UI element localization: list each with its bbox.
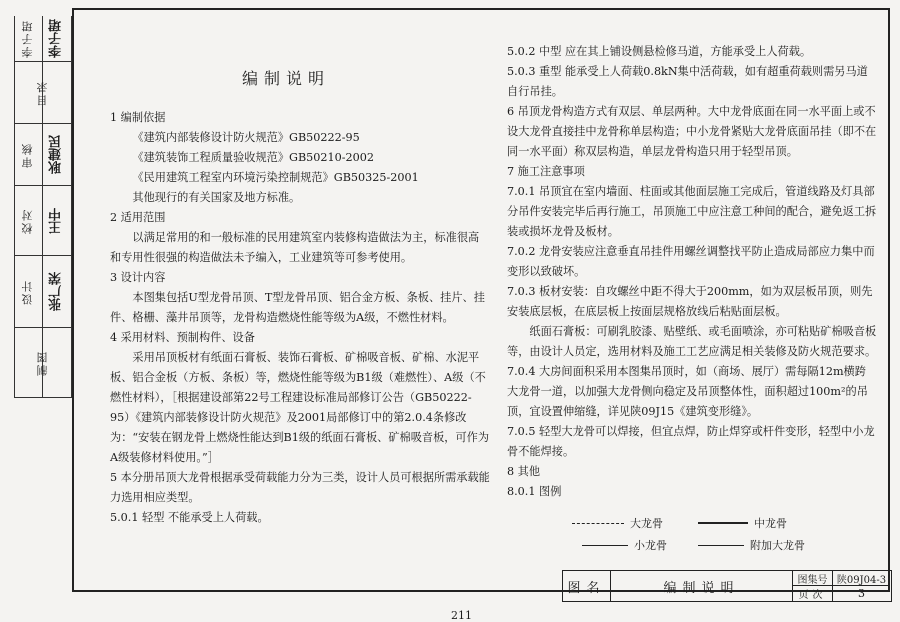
right-paragraph: 8 其他 [507,465,541,478]
drawing-sheet [14,8,892,622]
right-paragraph: 8.0.1 图例 [507,485,562,498]
right-paragraph: 7 施工注意事项 [507,165,585,178]
left-paragraph: 1 编制依据 [110,111,166,124]
strip-reviewer-signature: 耿建民 [49,135,64,174]
strip-catalog-label: 目录 [35,79,49,106]
title-block-name-label: 图名 [563,571,611,601]
right-paragraph: 7.0.5 轻型大龙骨可以焊接，但宜点焊，防止焊穿或杆件变形，轻型中小龙骨不能焊接。 [507,425,875,458]
legend-big-keel-label: 大龙骨 [630,517,663,530]
right-text-column [507,42,877,502]
title-block-page-value: 3 [858,587,865,600]
title-block-atlas-label: 图集号 [793,571,833,586]
signoff-strip [14,16,72,398]
left-paragraph: 本图集包括U型龙骨吊顶、T型龙骨吊顶、铝合金方板、条板、挂片、挂件、格栅、藻井吊顶等，龙骨构造燃烧性能等级为A级，不燃性材料。 [110,291,485,324]
left-paragraph: 5 本分册吊顶大龙骨根据承受荷载能力分为三类，设计人员可根据所需承载能力选用相应类型。 [110,471,490,504]
legend-small-keel [582,537,667,553]
title-block-atlas-number: 陕09J04-3 [833,571,890,586]
legend-mid-keel-line [698,522,748,524]
right-paragraph: 5.0.2 中型 应在其上铺设侧悬检修马道，方能承受上人荷载。 [507,45,812,58]
left-paragraph: 采用吊顶板材有纸面石膏板、装饰石膏板、矿棉吸音板、矿棉、水泥平板、铝合金板（方板、条板）等，燃烧性能等级为B1级（难燃性）、A级（不燃性材料），［根据建设部第22号工程建设标准局部修订公告（GB50222-95）《建筑内部装修设计防火规范》及2001局部修订中的第2.0.4条修改为：“安装在钢龙骨上燃烧性能达到B1级的纸面石膏板、矿棉吸音板，可作为A级装修材料使用。”］ [110,351,490,464]
left-paragraph: 3 设计内容 [110,271,166,284]
legend-small-keel-label: 小龙骨 [634,539,667,552]
left-paragraph: 5.0.1 轻型 不能承受上人荷载。 [110,511,269,524]
strip-designer-signature: 张广荣 [49,272,64,311]
title-block [562,570,892,602]
strip-draw-label: 制图 [35,349,49,376]
right-paragraph: 7.0.3 板材安装：自攻螺丝中距不得大于200mm，如为双层板吊顶，则先安装底层板，在底层板上按面层规格放线后粘贴面层板。 [507,285,873,318]
legend-small-keel-line [582,545,628,546]
left-paragraph: 4 采用材料、预制构件、设备 [110,331,255,344]
legend-big-keel-line [572,523,624,524]
strip-check-label: 校对 [21,207,34,234]
left-text-column [110,108,490,528]
right-paragraph: 7.0.2 龙骨安装应注意垂直吊挂件用螺丝调整找平防止造成局部应力集中而变形以致破坏。 [507,245,875,278]
left-paragraph: 其他现行的有关国家及地方标准。 [132,191,301,204]
right-paragraph: 7.0.4 大房间面积采用本图集吊顶时，如（商场、展厅）需每隔12m横跨大龙骨一道，以加强大龙骨侧向稳定及吊顶整体性，面积超过100m²的吊顶，宜设置伸缩缝，详见陕09J15《建筑变形缝》。 [507,365,868,418]
left-paragraph: 《建筑内部装修设计防火规范》GB50222-95 [132,131,360,144]
page-title: 编制说明 [242,69,331,88]
legend-mid-keel [698,515,787,531]
right-paragraph: 7.0.1 吊顶宜在室内墙面、柱面或其他面层施工完成后，管道线路及灯具部分吊件安装完毕后再行施工，吊顶施工中应注意工种间的配合，避免返工拆装或损坏龙骨及板材。 [507,185,877,238]
strip-top-signature: 李子珺 [49,19,64,58]
page-number: 211 [451,609,472,622]
title-block-drawing-name: 编制说明 [611,571,793,601]
legend-mid-keel-label: 中龙骨 [754,517,787,530]
title-block-page-label: 页次 [793,586,833,601]
right-paragraph: 6 吊顶龙骨构造方式有双层、单层两种。大中龙骨底面在同一水平面上或不设大龙骨直接挂中龙骨称单层构造；中小龙骨紧贴大龙骨底面吊挂（即不在同一水平面）称双层构造，单层龙骨构造只用于轻型吊顶。 [507,105,877,158]
left-paragraph: 2 适用范围 [110,211,166,224]
legend-extra-keel-label: 附加大龙骨 [750,539,805,552]
right-paragraph: 5.0.3 重型 能承受上人荷载0.8kN集中活荷载，如有超重荷载则需另马道自行吊挂。 [507,65,868,98]
strip-checker-signature: 王中 [49,207,64,234]
strip-top-label: 李子珺 [21,19,34,58]
legend-big-keel [572,515,663,531]
left-paragraph: 《建筑装饰工程质量验收规范》GB50210-2002 [132,151,375,164]
left-paragraph: 《民用建筑工程室内环境污染控制规范》GB50325-2001 [132,171,419,184]
legend-extra-keel [698,537,805,553]
legend-extra-keel-line [698,545,744,546]
strip-design-label: 设计 [21,278,34,305]
strip-review-label: 审核 [21,141,34,168]
right-paragraph: 纸面石膏板：可刷乳胶漆、贴壁纸、或毛面喷涂，亦可粘贴矿棉吸音板等，由设计人员定，选用材料及施工工艺应满足相关装修及防火规范要求。 [507,325,877,358]
left-paragraph: 以满足常用的和一般标准的民用建筑室内装修构造做法为主，标准很高和专用性很强的构造做法未予编入，工业建筑等可参考使用。 [110,231,480,264]
